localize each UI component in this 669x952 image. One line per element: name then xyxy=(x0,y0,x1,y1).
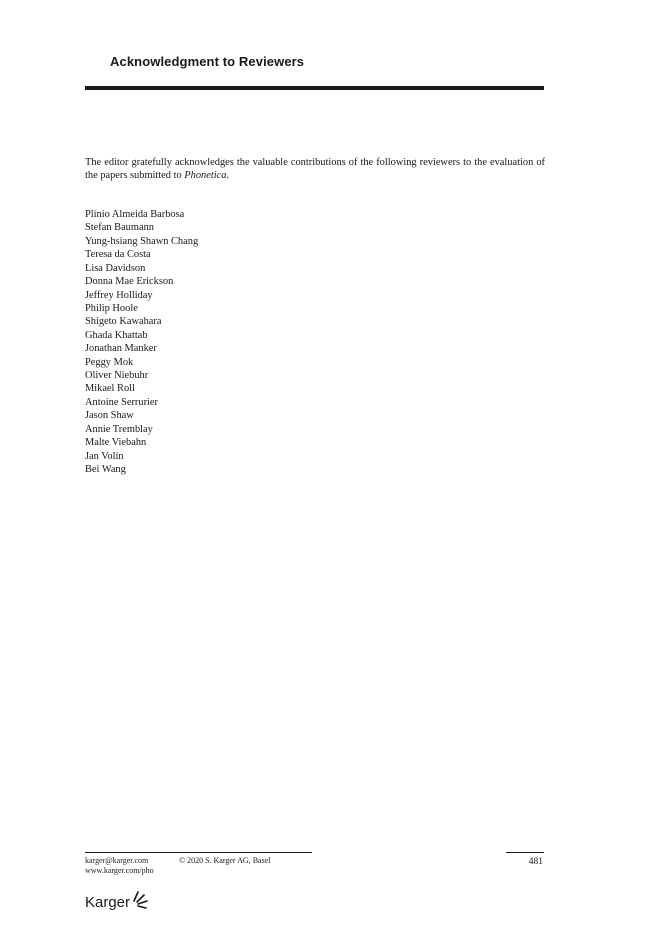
reviewer-name: Jeffrey Holliday xyxy=(85,289,153,301)
reviewer-name: Malte Viebahn xyxy=(85,437,147,449)
publisher-logo xyxy=(85,888,153,912)
reviewer-name: Philip Hoole xyxy=(85,302,138,314)
reviewer-name: Ghada Khattab xyxy=(85,329,148,341)
reviewer-name: Yung-hsiang Shawn Chang xyxy=(85,235,199,247)
logo-wordmark: Karger xyxy=(85,894,131,911)
title-rule xyxy=(85,86,544,90)
intro-paragraph xyxy=(85,156,545,183)
footer-rule-left xyxy=(85,852,312,853)
reviewer-name: Teresa da Costa xyxy=(85,249,151,261)
reviewer-name: Plinio Almeida Barbosa xyxy=(85,209,185,220)
section-title: Acknowledgment to Reviewers xyxy=(110,54,305,69)
copyright-notice: © 2020 S. Karger AG, Basel xyxy=(179,856,271,865)
reviewer-name: Jonathan Manker xyxy=(85,343,157,355)
reviewer-name: Lisa Davidson xyxy=(85,262,146,274)
karger-sunburst-icon xyxy=(131,888,153,910)
reviewer-name: Annie Tremblay xyxy=(85,423,153,435)
footer-rule-right xyxy=(506,852,544,853)
reviewer-name: Shigeto Kawahara xyxy=(85,316,162,328)
reviewer-name: Antoine Serrurier xyxy=(85,396,158,408)
reviewer-name: Jan Volín xyxy=(85,450,124,462)
intro-end: . xyxy=(226,170,230,182)
footer-website-link[interactable]: www.karger.com/pho xyxy=(85,866,154,875)
footer-email-link[interactable]: karger@karger.com xyxy=(85,856,149,865)
intro-text: The editor gratefully acknowledges the valuable contributions of the following reviewers to the evaluation of the papers submitted to xyxy=(85,157,545,182)
reviewer-name: Donna Mae Erickson xyxy=(85,276,174,288)
page-number: 481 xyxy=(528,857,543,867)
journal-name: Phonetica xyxy=(184,170,227,182)
reviewer-name: Mikael Roll xyxy=(85,383,135,395)
reviewer-name: Peggy Mok xyxy=(85,356,134,368)
reviewer-name: Bei Wang xyxy=(85,464,126,476)
reviewer-name: Oliver Niebuhr xyxy=(85,370,149,382)
reviewer-list xyxy=(85,208,198,476)
reviewer-name: Stefan Baumann xyxy=(85,222,154,234)
reviewer-name: Jason Shaw xyxy=(85,410,134,422)
